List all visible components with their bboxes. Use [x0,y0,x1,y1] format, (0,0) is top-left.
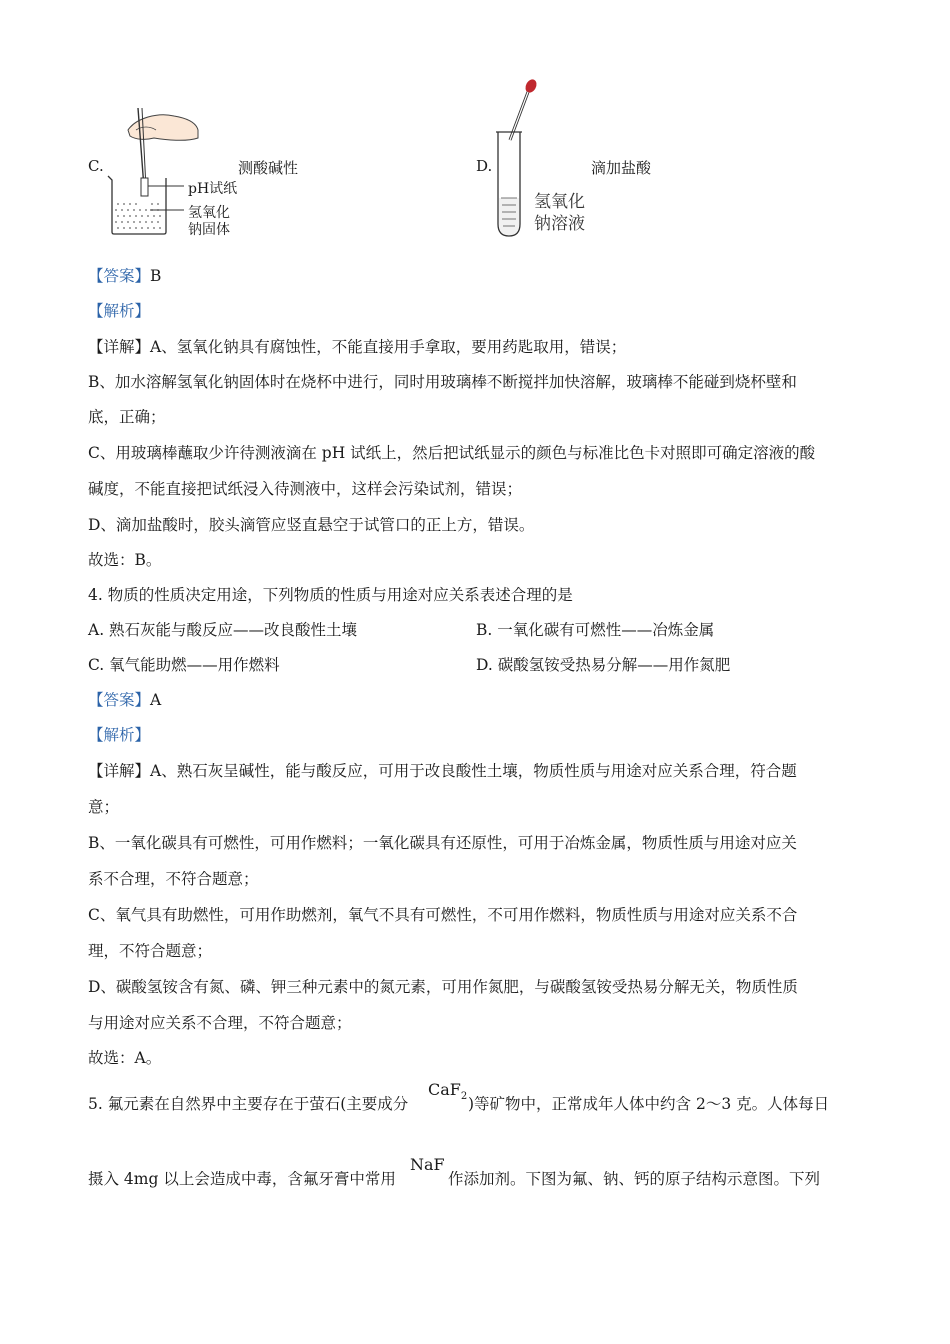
q4-option-d: D. 碳酸氢铵受热易分解——用作氮肥 [476,656,731,674]
q4-answer-line [88,690,161,710]
q4-line: 故选：A。 [88,1049,162,1067]
q5-line-1a: 5. 氟元素在自然界中主要存在于萤石(主要成分 [88,1095,409,1113]
q3-answer-tag: 【答案】 [88,267,151,285]
figure-c-caption: 测酸碱性 [238,159,299,177]
q4-line: 意； [88,798,120,816]
figure-c-ph-label: pH试纸 [188,181,238,197]
q3-line: A、氢氧化钠具有腐蚀性，不能直接用手拿取，要用药匙取用，错误； [150,338,627,356]
q4-line: 系不合理，不符合题意； [88,870,259,888]
q4-line: B、一氧化碳具有可燃性，可用作燃料；一氧化碳具有还原性，可用于冶炼金属，物质性质与用途对应关 [88,834,797,852]
q5-line-1b: )等矿物中，正常成年人体中约含 2～3 克。人体每日 [468,1095,830,1113]
q4-line: A、熟石灰呈碱性，能与酸反应，可用于改良酸性土壤，物质性质与用途对应关系合理，符合题 [150,762,797,780]
q3-answer: B [150,267,162,285]
q5-formula-naf: NaF [410,1155,445,1174]
q4-option-a: A. 熟石灰能与酸反应——改良酸性土壤 [88,621,358,639]
figure-c-letter: C. [88,157,104,175]
q4-option-b: B. 一氧化碳有可燃性——冶炼金属 [476,621,715,639]
figure-c-solid-label-2: 钠固体 [188,222,230,238]
q4-detail-line [88,761,797,781]
q4-line: D、碳酸氢铵含有氮、磷、钾三种元素中的氮元素，可用作氮肥，与碳酸氢铵受热易分解无关，物质性质 [88,978,798,996]
q4-option-c: C. 氧气能助燃——用作燃料 [88,656,280,674]
test-tube-dropper-illustration [490,74,540,242]
q3-answer-line [88,266,161,286]
q5-formula-caf2-main: CaF [428,1080,461,1099]
q3-line: 故选：B。 [88,551,162,569]
q4-line: 与用途对应关系不合理，不符合题意； [88,1014,352,1032]
q3-line: B、加水溶解氢氧化钠固体时在烧杯中进行，同时用玻璃棒不断搅拌加快溶解，玻璃棒不能碰到烧杯壁和 [88,373,797,391]
q3-detail-line [88,337,626,357]
q3-line: D、滴加盐酸时，胶头滴管应竖直悬空于试管口的正上方，错误。 [88,516,535,534]
figure-d-solution-label-1: 氢氧化 [534,192,585,212]
q4-answer: A [150,691,162,709]
q5-line-2a: 摄入 4mg 以上会造成中毒，含氟牙膏中常用 [88,1170,396,1188]
figure-d-letter: D. [476,157,493,175]
q4-analysis-tag: 【解析】 [88,726,151,744]
figure-d-solution-label-2: 钠溶液 [534,214,585,234]
q5-formula-caf2 [428,1080,467,1102]
q3-analysis-tag: 【解析】 [88,302,151,320]
q3-line: 碱度，不能直接把试纸浸入待测液中，这样会污染试剂，错误； [88,480,523,498]
q4-line: 理，不符合题意； [88,942,213,960]
q4-detail-tag: 【详解】 [88,762,151,780]
q4-stem: 4. 物质的性质决定用途，下列物质的性质与用途对应关系表述合理的是 [88,586,573,604]
q3-detail-tag: 【详解】 [88,338,151,356]
figure-d-caption: 滴加盐酸 [591,159,652,177]
figure-c-solid-label-1: 氢氧化 [188,205,230,221]
q5-line-2b: 作添加剂。下图为氟、钠、钙的原子结构示意图。下列 [448,1170,821,1188]
q4-line: C、氧气具有助燃性，可用作助燃剂，氧气不具有可燃性，不可用作燃料，物质性质与用途对应关系不合 [88,906,798,924]
q3-line: 底，正确； [88,408,166,426]
q4-answer-tag: 【答案】 [88,691,151,709]
q5-formula-caf2-sub: 2 [460,1091,468,1103]
q3-line: C、用玻璃棒蘸取少许待测液滴在 pH 试纸上，然后把试纸显示的颜色与标准比色卡对照即可确定溶液的酸 [88,444,816,462]
